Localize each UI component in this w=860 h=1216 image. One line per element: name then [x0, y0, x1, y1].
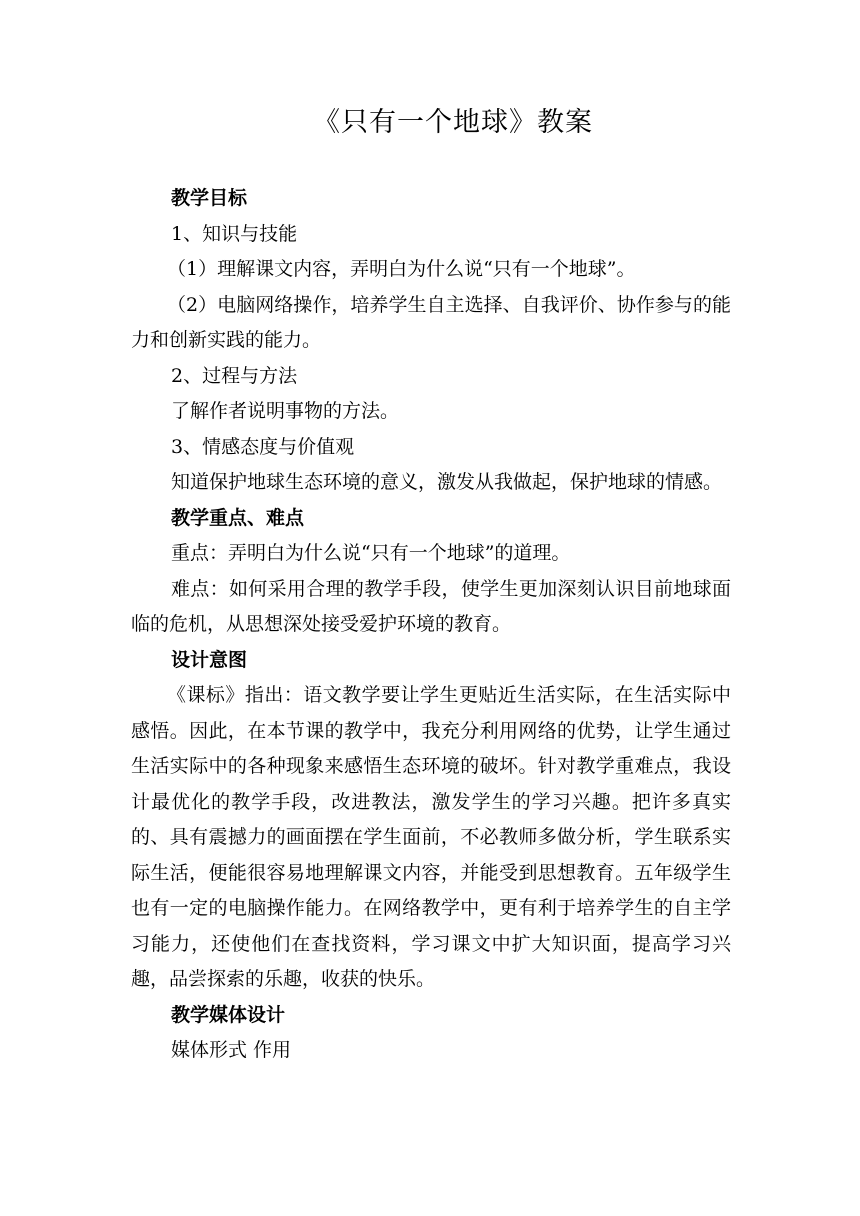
paragraph: （2）电脑网络操作，培养学生自主选择、自我评价、协作参与的能力和创新实践的能力。 [131, 293, 731, 351]
section-heading: 设计意图 [171, 648, 248, 671]
paragraph: 了解作者说明事物的方法。 [171, 400, 400, 422]
paragraph: 1、知识与技能 [171, 222, 298, 245]
paragraph: 媒体形式 作用 [171, 1039, 292, 1061]
section-heading: 教学重点、难点 [171, 506, 305, 529]
paragraph: 《课标》指出：语文教学要让学生更贴近生活实际，在生活实际中感悟。因此，在本节课的教学中，我充分利用网络的优势，让学生通过生活实际中的各种现象来感悟生态环境的破坏。针对教学重难点，我设计最优化的教学手段，改进教法，激发学生的学习兴趣。把许多真实的、具有震撼力的画面摆在学生面前，不必教师多做分析，学生联系实际生活，便能很容易地理解课文内容，并能受到思想教育。五年级学生也有一定的电脑操作能力。在网络教学中，更有利于培养学生的自主学习能力，还使他们在查找资料，学习课文中扩大知识面，提高学习兴趣，品尝探索的乐趣，收获的快乐。 [131, 684, 731, 990]
document-title: 《只有一个地球》教案 [313, 107, 593, 138]
paragraph: 3、情感态度与价值观 [171, 435, 355, 458]
paragraph: 重点：弄明白为什么说“只有一个地球”的道理。 [171, 542, 571, 564]
paragraph: 知道保护地球生态环境的意义，激发从我做起，保护地球的情感。 [171, 471, 723, 493]
section-heading: 教学媒体设计 [171, 1003, 286, 1026]
document-body [131, 181, 731, 1069]
paragraph: 2、过程与方法 [171, 364, 298, 387]
paragraph: 难点：如何采用合理的教学手段，使学生更加深刻认识目前地球面临的危机，从思想深处接受爱护环境的教育。 [131, 577, 731, 635]
section-heading: 教学目标 [171, 187, 248, 209]
paragraph: （1）理解课文内容，弄明白为什么说“只有一个地球”。 [167, 258, 636, 280]
